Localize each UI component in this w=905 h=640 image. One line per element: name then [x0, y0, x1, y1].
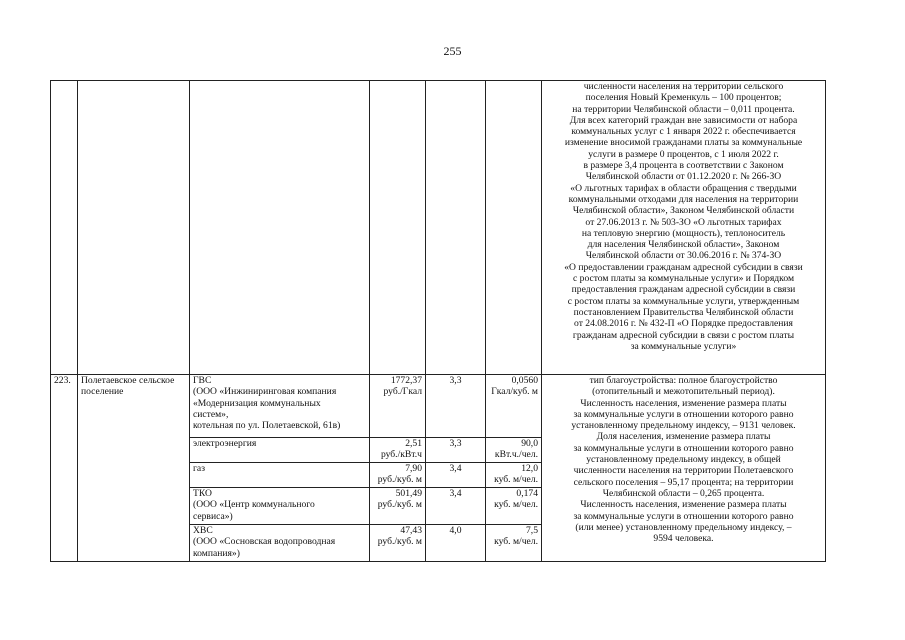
empty-cell	[426, 81, 486, 375]
row-number: 223.	[51, 375, 78, 562]
service-tariff: 47,43 руб./куб. м	[370, 525, 426, 562]
empty-cell	[78, 81, 190, 375]
continuation-row	[51, 81, 826, 375]
service-name: ТКО (ООО «Центр коммунального сервиса»)	[190, 488, 370, 525]
service-norm: 90,0 кВт.ч./чел.	[486, 438, 542, 463]
service-percent: 3,4	[426, 463, 486, 488]
service-norm: 12,0 куб. м/чел.	[486, 463, 542, 488]
service-percent: 3,4	[426, 488, 486, 525]
service-name: ГВС (ООО «Инжиниринговая компания «Модернизация коммунальных систем», котельная по ул. Полетаевской, 61в)	[190, 375, 370, 438]
table-row	[51, 375, 826, 438]
service-tariff: 7,90 руб./куб. м	[370, 463, 426, 488]
settlement-description: тип благоустройства: полное благоустройство (отопительный и межотопительный период). Численность населения, изменение размера платы за коммунальные услуги в отношении которого равно установленному предельному индексу, – 9131 человек. Доля населения, изменение размера платы за коммунальные услуги в отношении которого равно установленному предельному индексу, в общей численности населения на территории Полетаевского сельского поселения – 95,17 процента; на территории Челябинской области – 0,265 процента. Численность населения, изменение размера платы за коммунальные услуги в отношении которого равно (или менее) установленному предельному индексу, – 9594 человека.	[542, 375, 826, 562]
service-tariff: 1772,37 руб./Гкал	[370, 375, 426, 438]
service-name: электроэнергия	[190, 438, 370, 463]
service-norm: 7,5 куб. м/чел.	[486, 525, 542, 562]
empty-cell	[190, 81, 370, 375]
empty-cell	[486, 81, 542, 375]
page-number: 255	[443, 44, 462, 58]
service-percent: 3,3	[426, 375, 486, 438]
service-percent: 3,3	[426, 438, 486, 463]
service-tariff: 2,51 руб./кВт.ч	[370, 438, 426, 463]
service-percent: 4,0	[426, 525, 486, 562]
tariff-table	[50, 80, 826, 562]
continued-description: численности населения на территории сельского поселения Новый Кременкуль – 100 процентов; на территории Челябинской области – 0,011 процента. Для всех категорий граждан вне зависимости от набора коммунальных услуг с 1 января 2022 г. обеспечивается изменение вносимой гражданами платы за коммунальные услуги в размере 0 процентов, с 1 июля 2022 г. в размере 3,4 процента в соответствии с Законом Челябинской области от 01.12.2020 г. № 266-ЗО «О льготных тарифах в области обращения с твердыми коммунальными отходами для населения на территории Челябинской области», Законом Челябинской области от 27.06.2013 г. № 503-ЗО «О льготных тарифах на тепловую энергию (мощность), теплоноситель для населения Челябинской области», Законом Челябинской области от 30.06.2016 г. № 374-ЗО «О предоставлении гражданам адресной субсидии в связи с ростом платы за коммунальные услуги» и Порядком предоставления гражданам адресной субсидии в связи с ростом платы за коммунальные услуги, утвержденным постановлением Правительства Челябинской области от 24.08.2016 г. № 432-П «О Порядке предоставления гражданам адресной субсидии в связи с ростом платы за коммунальные услуги»	[542, 81, 826, 375]
settlement-name: Полетаевское сельское поселение	[78, 375, 190, 562]
empty-cell	[51, 81, 78, 375]
service-tariff: 501,49 руб./куб. м	[370, 488, 426, 525]
service-name: газ	[190, 463, 370, 488]
service-norm: 0,174 куб. м/чел.	[486, 488, 542, 525]
empty-cell	[370, 81, 426, 375]
service-norm: 0,0560 Гкал/куб. м	[486, 375, 542, 438]
service-name: ХВС (ООО «Сосновская водопроводная компания»)	[190, 525, 370, 562]
